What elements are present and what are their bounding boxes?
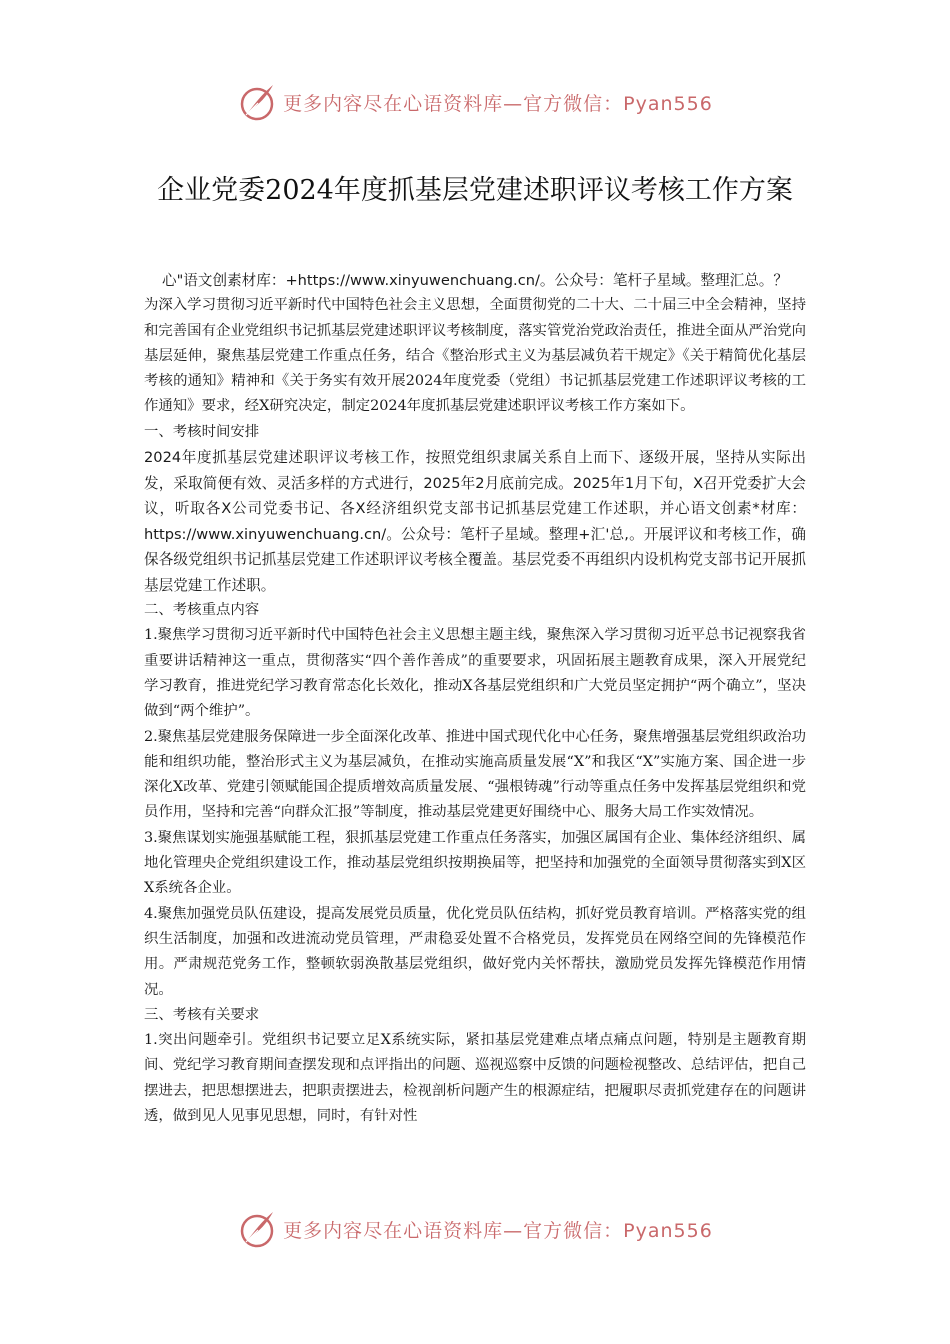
banner-text: 更多内容尽在心语资料库—官方微信：Pyan556 [283, 1219, 713, 1242]
intro-paragraph: 为深入学习贯彻习近平新时代中国特色社会主义思想，全面贯彻党的二十大、二十届三中全会精神，坚持和完善国有企业党组织书记抓基层党建述职评议考核制度，落实管党治党政治责任，推进全面从严治党向基层延伸，聚焦基层党建工作重点任务，结合《整治形式主义为基层减负若干规定》《关于精简优化基层考核的通知》精神和《关于务实有效开展2024年度党委（党组）书记抓基层党建工作述职评议考核的工作通知》要求，经X研究决定，制定2024年度抓基层党建述职评议考核工作方案如下。 [144, 297, 806, 415]
section-2-item-2: 2.聚焦基层党建服务保障进一步全面深化改革、推进中国式现代化中心任务，聚焦增强基层党组织政治功能和组织功能，整治形式主义为基层减负，在推动实施高质量发展“X”和我区“X”实施方案、国企进一步深化X改革、党建引领赋能国企提质增效高质量发展、“强根铸魂”行动等重点任务中发挥基层党组织和党员作用，坚持和完善“向群众汇报”等制度，推动基层党建更好围绕中心、服务大局工作实效情况。 [144, 728, 806, 821]
section-heading-3: 三、考核有关要求 [144, 1006, 260, 1023]
banner-text: 更多内容尽在心语资料库—官方微信：Pyan556 [283, 92, 713, 115]
section-1-paragraph: 2024年度抓基层党建述职评议考核工作，按照党组织隶属关系自上而下、逐级开展，坚持从实际出发，采取简便有效、灵活多样的方式进行，2025年2月底前完成。2025年1月下旬，X召开党委扩大会议，听取各X公司党委书记、各X经济组织党支部书记抓基层党建工作述职，并心语文创素*材库：https://www.xinyuwenchuang.cn/。公众号：笔杆子星域。整理+汇'总,。开展评议和考核工作，确保各级党组织书记抓基层党建工作述职评议考核全覆盖。基层党委不再组织内设机构党支部书记开展抓基层党建工作述职。 [144, 449, 806, 594]
section-2-item-1: 1.聚焦学习贯彻习近平新时代中国特色社会主义思想主题主线，聚焦深入学习贯彻习近平总书记视察我省重要讲话精神这一重点，贯彻落实“四个善作善成”的重要要求，巩固拓展主题教育成果，深入开展党纪学习教育，推进党纪学习教育常态化长效化，推动X各基层党组织和广大党员坚定拥护“两个确立”，坚决做到“两个维护”。 [144, 627, 806, 720]
section-3-item-1: 1.突出问题牵引。党组织书记要立足X系统实际，紧扣基层党建难点堵点痛点问题，特别是主题教育期间、党纪学习教育期间查摆发现和点评指出的问题、巡视巡察中反馈的问题检视整改、总结评估，把自己摆进去，把思想摆进去，把职责摆进去，检视剖析问题产生的根源症结，把履职尽责抓党建存在的问题讲透，做到见人见事见思想，同时，有针对性 [144, 1032, 806, 1125]
quill-logo-icon [237, 1209, 277, 1249]
section-heading-1: 一、考核时间安排 [144, 423, 260, 440]
quill-logo-icon [237, 82, 277, 122]
document-title: 企业党委2024年度抓基层党建述职评议考核工作方案 [157, 175, 793, 207]
source-note: 心"语文创素材库：+https://www.xinyuwenchuang.cn/。公众号：笔杆子星域。整理汇总。？ [161, 272, 788, 289]
document-body [144, 268, 806, 1129]
section-heading-2: 二、考核重点内容 [144, 602, 260, 619]
section-2-item-4: 4.聚焦加强党员队伍建设，提高发展党员质量，优化党员队伍结构，抓好党员教育培训。严格落实党的组织生活制度，加强和改进流动党员管理，严肃稳妥处置不合格党员，发挥党员在网络空间的先锋模范作用。严肃规范党务工作，整顿软弱涣散基层党组织，做好党内关怀帮扶，激励党员发挥先锋模范作用情况。 [144, 905, 806, 998]
header-watermark-banner [0, 80, 950, 124]
section-2-item-3: 3.聚焦谋划实施强基赋能工程，狠抓基层党建工作重点任务落实，加强区属国有企业、集体经济组织、属地化管理央企党组织建设工作，推动基层党组织按期换届等，把坚持和加强党的全面领导贯彻落实到X区X系统各企业。 [144, 829, 806, 897]
footer-watermark-banner [0, 1207, 950, 1251]
